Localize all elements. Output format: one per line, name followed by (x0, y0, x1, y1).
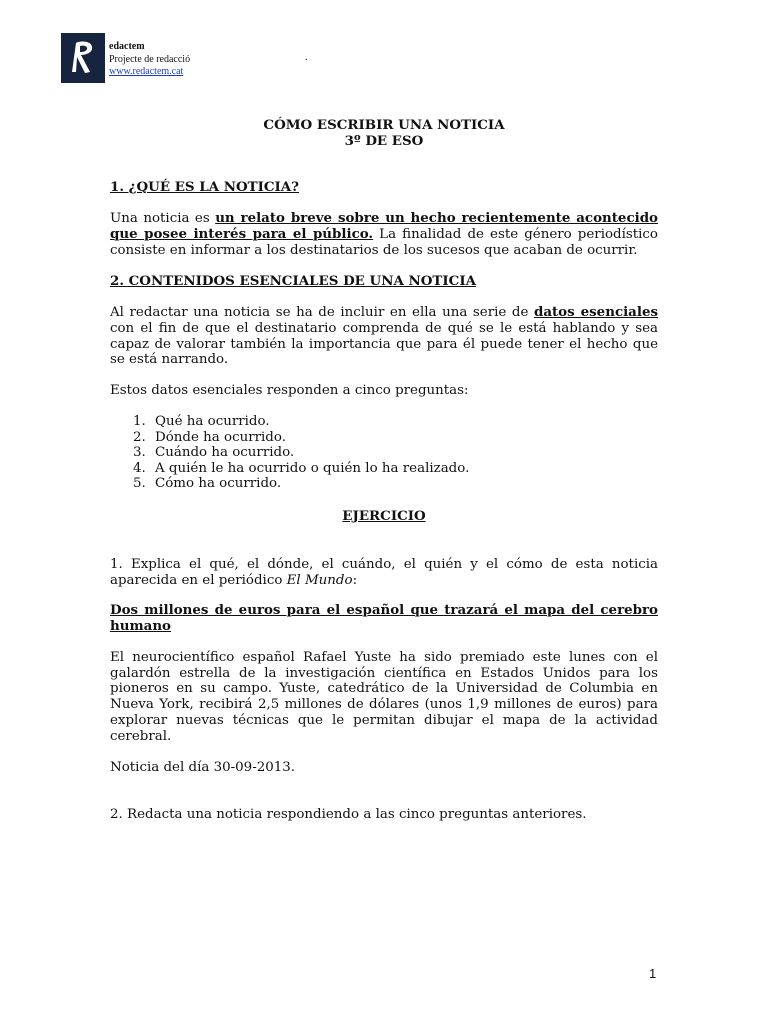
brand-name: edactem (109, 41, 145, 52)
exercise-heading: EJERCICIO (342, 508, 426, 524)
news-body-line: galardón estrella de la investigación científica en Estados Unidos para los (110, 666, 658, 681)
news-body-line: explorar nuevas técnicas que le permitan dibujar el mapa de la actividad (110, 713, 658, 728)
questions-list (133, 414, 469, 492)
news-body-line: cerebral. (110, 729, 172, 744)
exercise-q1-line2: aparecida en el periódico El Mundo: (110, 573, 358, 588)
document-subtitle: 3º DE ESO (344, 133, 424, 149)
exercise-q1-line1: 1. Explica el qué, el dónde, el cuándo, el quién y el cómo de esta noticia (110, 557, 658, 572)
brand-subtitle: Projecte de redacció (109, 53, 191, 65)
brand-url-link[interactable]: www.redactem.cat (109, 66, 184, 77)
document-title: CÓMO ESCRIBIR UNA NOTICIA (263, 117, 505, 133)
news-date: Noticia del día 30-09-2013. (110, 760, 296, 775)
exercise-q2: 2. Redacta una noticia respondiendo a las cinco preguntas anteriores. (110, 807, 587, 822)
section1-line1 (110, 211, 658, 227)
news-body-line: Nueva York, recibirá 2,5 millones de dólares (unos 1,9 millones de euros) para (110, 697, 658, 712)
list-item: 3. Cuándo ha ocurrido. (133, 445, 295, 461)
section2-line4: se está narrando. (110, 352, 229, 367)
section2-bold: datos esenciales (533, 304, 659, 320)
section1-line2 (110, 227, 658, 243)
page-number: 1 (649, 966, 657, 981)
section2-heading: 2. CONTENIDOS ESENCIALES DE UNA NOTICIA (110, 273, 476, 289)
list-item: 2. Dónde ha ocurrido. (133, 429, 286, 445)
newspaper-name: El Mundo (286, 573, 353, 588)
news-title-line1: Dos millones de euros para el español que trazará el mapa del cerebro (110, 602, 658, 618)
section1-line3: consiste en informar a los destinatarios de los sucesos que acaban de ocurrir. (110, 243, 638, 258)
section2-start: Al redactar una noticia se ha de incluir en ella una serie de (110, 305, 534, 320)
section1-bold2: que posee interés para el público. (110, 226, 374, 242)
section2-line3: capaz de valorar también la importancia que para él puede tener el hecho que (110, 337, 658, 352)
news-title-line2: humano (110, 618, 171, 634)
section1-bold1: un relato breve sobre un hecho recientemente acontecido (215, 210, 658, 226)
brand-block (109, 41, 190, 79)
r-logo-icon (61, 33, 105, 83)
section2-line1 (110, 305, 658, 321)
section1-intro: Una noticia es (110, 211, 216, 226)
list-item: 5. Cómo ha ocurrido. (133, 476, 282, 492)
news-body-line: El neurocientífico español Rafael Yuste ha sido premiado este lunes con el (110, 650, 658, 665)
section2-intro-questions: Estos datos esenciales responden a cinco preguntas: (110, 383, 469, 398)
section1-after: La finalidad de este género periodístico (373, 227, 658, 242)
news-body-line: pioneros en su campo. Yuste, catedrático de la Universidad de Columbia en (110, 681, 658, 696)
section1-heading: 1. ¿QUÉ ES LA NOTICIA? (110, 179, 299, 195)
section2-line2: con el fin de que el destinatario comprenda de qué se le está hablando y sea (110, 321, 658, 336)
list-item: 4. A quién le ha ocurrido o quién lo ha realizado. (133, 460, 470, 476)
header-dot: . (305, 52, 308, 63)
redactem-logo (61, 33, 105, 83)
list-item: 1. Qué ha ocurrido. (133, 414, 270, 429)
